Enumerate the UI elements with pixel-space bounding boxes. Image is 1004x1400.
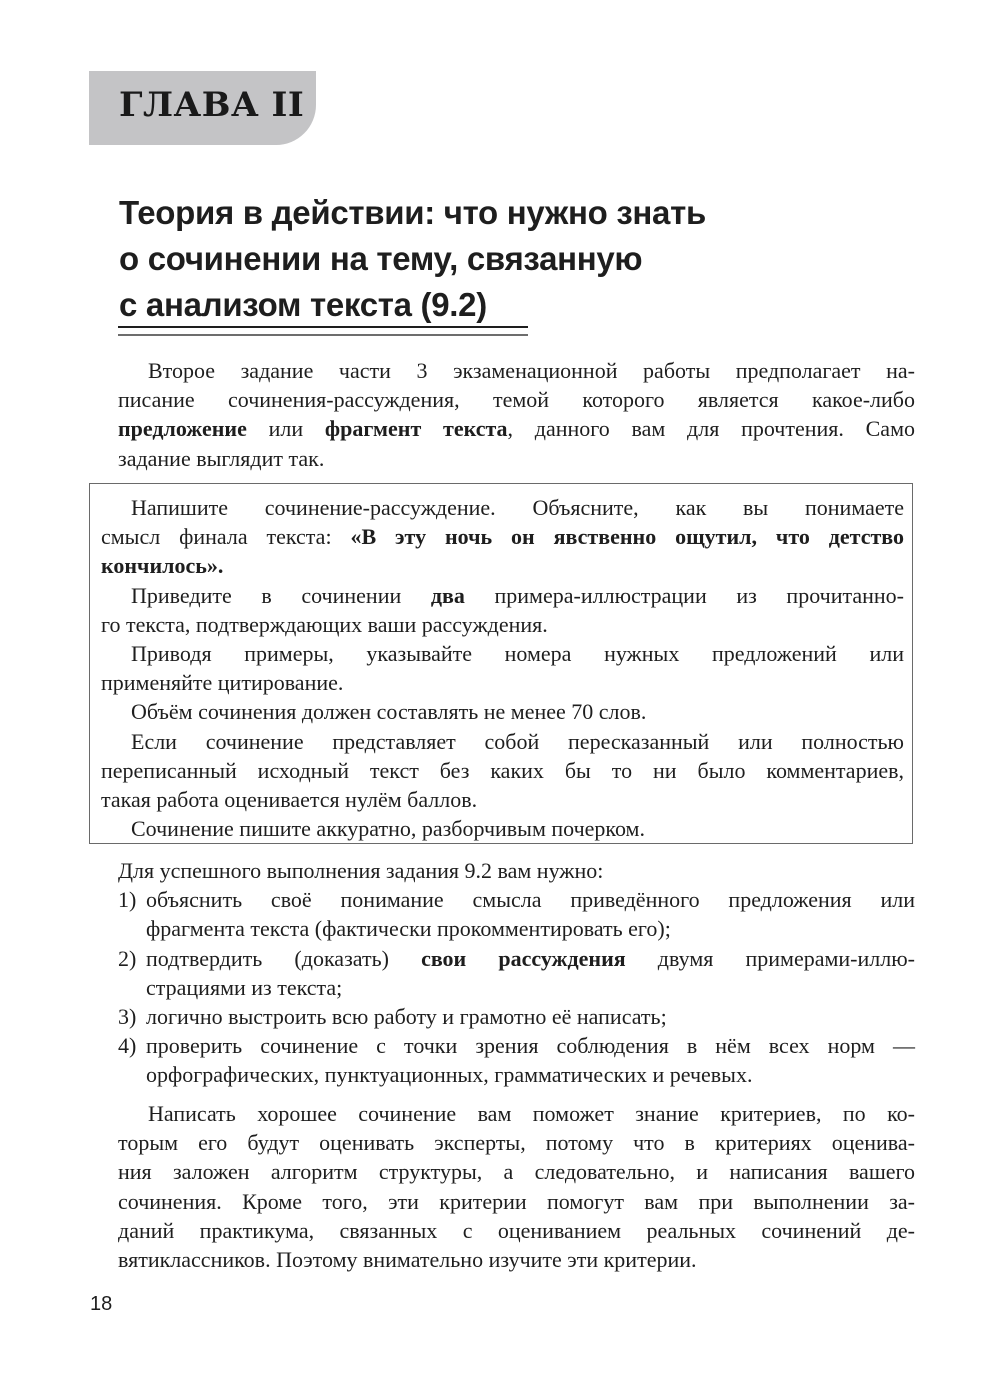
text-line: страциями из текста; <box>146 974 343 1000</box>
list-lead: Для успешного выполнения задания 9.2 вам нужно: <box>118 858 604 883</box>
bold-term: предложение <box>118 416 247 442</box>
chapter-tab <box>89 71 316 145</box>
item-number: 4) <box>118 1033 137 1059</box>
text-line: Приводя примеры, указывайте номера нужных предложений или <box>131 641 904 667</box>
chapter-label: ГЛАВА II <box>119 85 305 125</box>
list-item <box>118 1002 915 1031</box>
item-number: 2) <box>118 945 137 971</box>
text-line: Написать хорошее сочинение вам поможет знание критериев, по ко- <box>148 1101 915 1126</box>
text-fragment: подтвердить (доказать) <box>146 945 422 971</box>
text-line: объяснить своё понимание смысла приведённого предложения или <box>146 887 915 913</box>
list-item <box>118 944 915 1002</box>
list-item <box>118 1031 915 1089</box>
quote-bold: «В эту ночь он явственно ощутил, что детство <box>350 524 905 550</box>
text-fragment: смысл финала текста: <box>101 524 351 550</box>
closing-paragraph <box>118 1099 915 1274</box>
text-line: вятиклассников. Поэтому внимательно изучите эти критерии. <box>118 1247 697 1273</box>
text-line: Второе задание части 3 экзаменационной работы предполагает на- <box>148 358 915 383</box>
list-item <box>118 885 915 943</box>
text-fragment: примера-иллюстрации из прочитанно- <box>464 582 904 608</box>
text-line <box>101 581 904 610</box>
item-number: 1) <box>118 887 137 913</box>
text-line: торым его будут оценивать эксперты, потому что в критериях оценива- <box>118 1130 915 1156</box>
title-underline <box>118 326 528 336</box>
intro-paragraph <box>118 356 915 473</box>
text-line <box>118 414 915 443</box>
text-line <box>146 944 915 973</box>
text-line: задание выглядит так. <box>118 445 325 471</box>
text-line: орфографических, пунктуационных, грамматических и речевых. <box>146 1062 753 1088</box>
text-line <box>101 522 904 551</box>
text-line: ния заложен алгоритм структуры, а следовательно, и написания вашего <box>118 1159 915 1185</box>
section-title <box>119 190 879 328</box>
title-line: о сочинении на тему, связанную <box>119 240 643 277</box>
bold-term: фрагмент текста <box>324 416 508 442</box>
text-line: Объём сочинения должен составлять не менее 70 слов. <box>131 699 647 725</box>
text-fragment: двумя примерами-иллю- <box>625 945 916 971</box>
quote-bold: кончилось» <box>101 553 218 579</box>
text-line: даний практикума, связанных с оцениванием реальных сочинений де- <box>118 1217 915 1243</box>
text-line: го текста, подтверждающих ваши рассуждения. <box>101 611 548 637</box>
text-line: переписанный исходный текст без каких бы то ни было комментариев, <box>101 757 904 783</box>
text-line <box>101 551 904 580</box>
task-text <box>101 493 904 843</box>
text-fragment: . <box>217 553 224 579</box>
requirements-list <box>118 856 915 1090</box>
page-number: 18 <box>90 1293 113 1315</box>
text-fragment: или <box>246 416 325 442</box>
text-line: Сочинение пишите аккуратно, разборчивым почерком. <box>131 816 645 842</box>
title-line: Теория в действии: что нужно знать <box>119 194 706 231</box>
text-line: фрагмента текста (фактически прокомментировать его); <box>146 916 671 942</box>
item-number: 3) <box>118 1004 137 1030</box>
text-line: писание сочинения-рассуждения, темой которого является какое-либо <box>118 387 915 413</box>
text-line: применяйте цитирование. <box>101 670 344 696</box>
text-line: такая работа оценивается нулём баллов. <box>101 787 478 813</box>
text-fragment: Приведите в сочинении <box>131 582 431 608</box>
text-line: проверить сочинение с точки зрения соблюдения в нём всех норм — <box>146 1033 915 1059</box>
text-fragment: , данного вам для прочтения. Само <box>507 416 915 442</box>
text-line: логично выстроить всю работу и грамотно её написать; <box>146 1004 667 1030</box>
bold-term: свои рассуждения <box>421 945 626 971</box>
text-line: Напишите сочинение-рассуждение. Объясните, как вы понимаете <box>131 495 904 520</box>
text-line: сочинения. Кроме того, эти критерии помогут вам при выполнении за- <box>118 1188 915 1214</box>
title-line: с анализом текста (9.2) <box>119 286 487 323</box>
bold-term: два <box>430 582 465 608</box>
text-line: Если сочинение представляет собой пересказанный или полностью <box>131 728 904 754</box>
